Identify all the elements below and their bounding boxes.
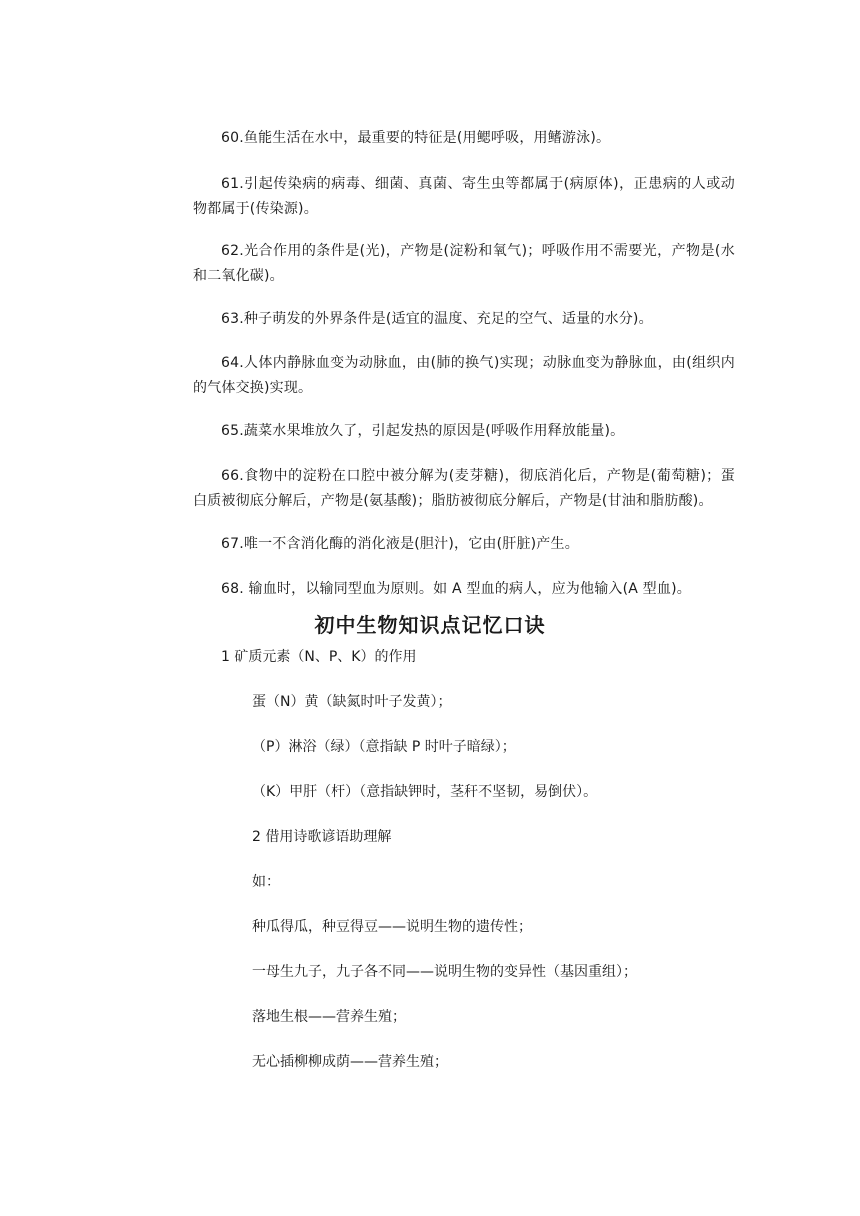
paragraph-65: 65.蔬菜水果堆放久了，引起发热的原因是(呼吸作用释放能量)。 [221, 423, 625, 439]
list-item: 落地生根——营养生殖； [252, 1009, 406, 1025]
list-item: （P）淋浴（绿）（意指缺 P 时叶子暗绿）； [252, 739, 516, 755]
heading-proverbs: 2 借用诗歌谚语助理解 [252, 829, 392, 845]
list-item: 无心插柳柳成荫——营养生殖； [252, 1054, 448, 1070]
list-item: 如： [252, 874, 280, 890]
paragraph-67: 67.唯一不含消化酶的消化液是(胆汁)，它由(肝脏)产生。 [221, 536, 579, 552]
list-item: 一母生九子，九子各不同——说明生物的变异性（基因重组）； [252, 964, 637, 980]
list-item: 蛋（N）黄（缺氮时叶子发黄）； [252, 694, 452, 710]
paragraph-64: 64.人体内静脉血变为动脉血，由(肺的换气)实现；动脉血变为静脉血，由(组织内的气体交换)实现。 [193, 355, 735, 396]
paragraph-66: 66.食物中的淀粉在口腔中被分解为(麦芽糖)，彻底消化后，产物是(葡萄糖)；蛋白质被彻底分解后，产物是(氨基酸)；脂肪被彻底分解后，产物是(甘油和脂肪酸)。 [193, 468, 735, 509]
section-title: 初中生物知识点记忆口诀 [314, 613, 546, 637]
paragraph-68: 68. 输血时，以输同型血为原则。如 A 型血的病人，应为他输入(A 型血)。 [221, 581, 691, 597]
paragraph-63: 63.种子萌发的外界条件是(适宜的温度、充足的空气、适量的水分)。 [221, 311, 653, 327]
heading-mineral-elements: 1 矿质元素（N、P、K）的作用 [221, 649, 417, 665]
list-item: 种瓜得瓜，种豆得豆——说明生物的遗传性； [252, 919, 532, 935]
paragraph-60: 60.鱼能生活在水中，最重要的特征是(用鳃呼吸，用鳍游泳)。 [221, 130, 611, 146]
list-item: （K）甲肝（杆）（意指缺钾时，茎秆不坚韧，易倒伏）。 [252, 784, 598, 800]
paragraph-62: 62.光合作用的条件是(光)，产物是(淀粉和氧气)；呼吸作用不需要光，产物是(水和二氧化碳)。 [193, 243, 735, 284]
paragraph-61: 61.引起传染病的病毒、细菌、真菌、寄生虫等都属于(病原体)，正患病的人或动物都属于(传染源)。 [193, 176, 735, 217]
